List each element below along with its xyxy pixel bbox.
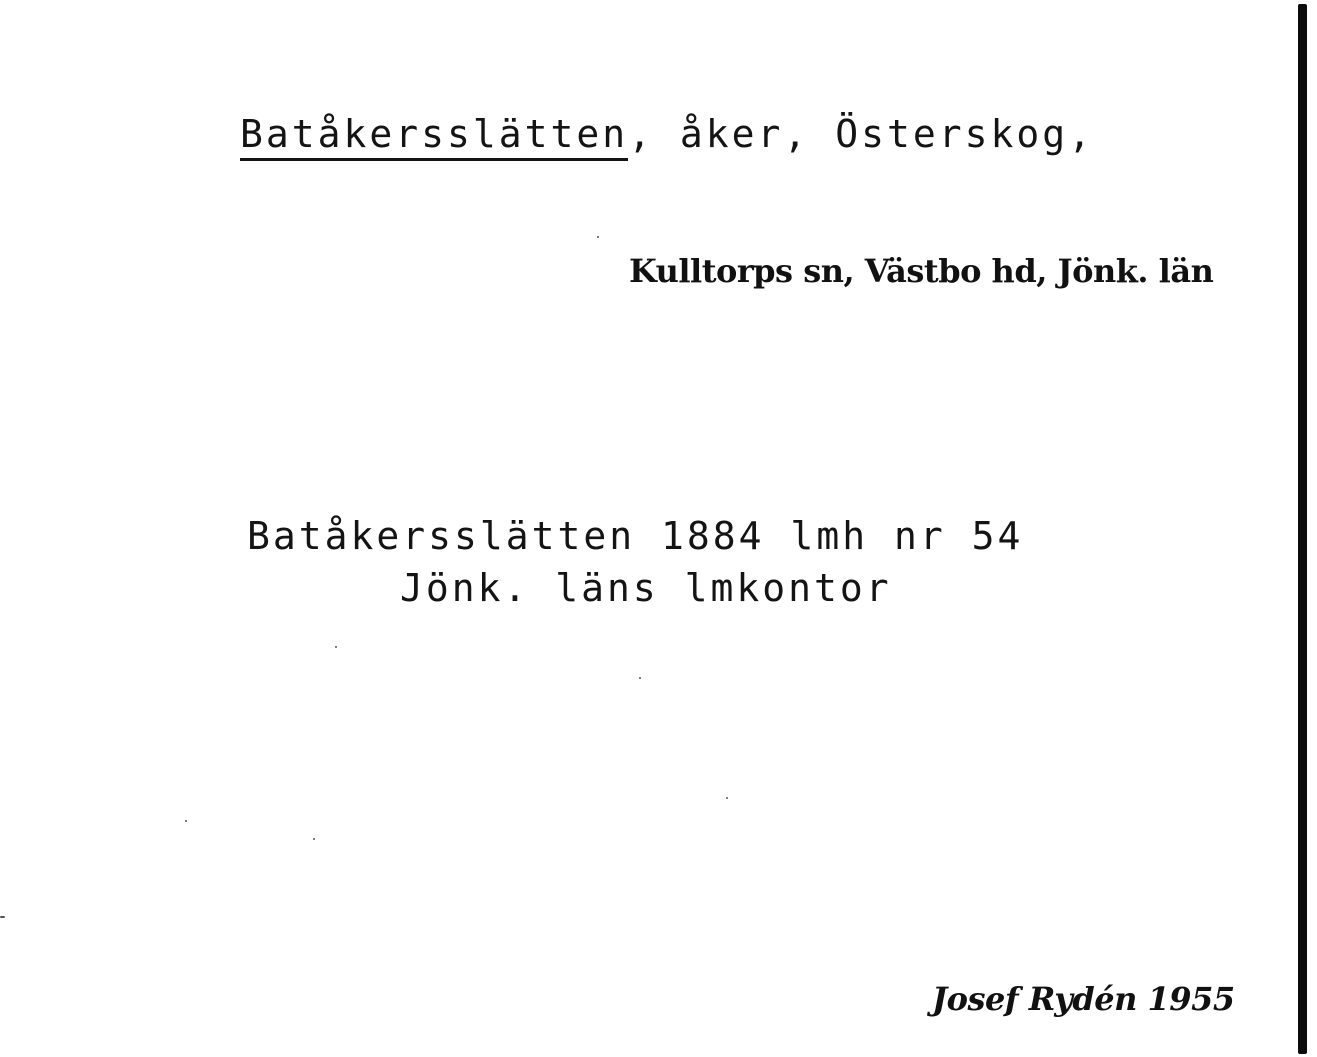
headword-description: , åker, Österskog, — [628, 112, 1094, 156]
paper-speck — [185, 820, 187, 822]
paper-speck — [639, 677, 641, 679]
paper-speck — [0, 916, 5, 918]
source-line-2: Jönk. läns lmkontor — [400, 566, 892, 610]
paper-speck — [313, 838, 315, 840]
source-line-1: Batåkersslätten 1884 lmh nr 54 — [247, 514, 1024, 558]
paper-speck — [597, 236, 599, 238]
headword-line — [240, 112, 1094, 161]
paper-speck — [335, 646, 337, 648]
headword: Batåkersslätten — [240, 114, 628, 161]
source-reference — [247, 510, 1187, 614]
paper-speck — [726, 797, 728, 799]
card-edge-border — [1298, 4, 1307, 1054]
author-signature: Josef Rydén 1955 — [932, 980, 1235, 1018]
location-line: Kulltorps sn, Västbo hd, Jönk. län — [629, 252, 1214, 290]
